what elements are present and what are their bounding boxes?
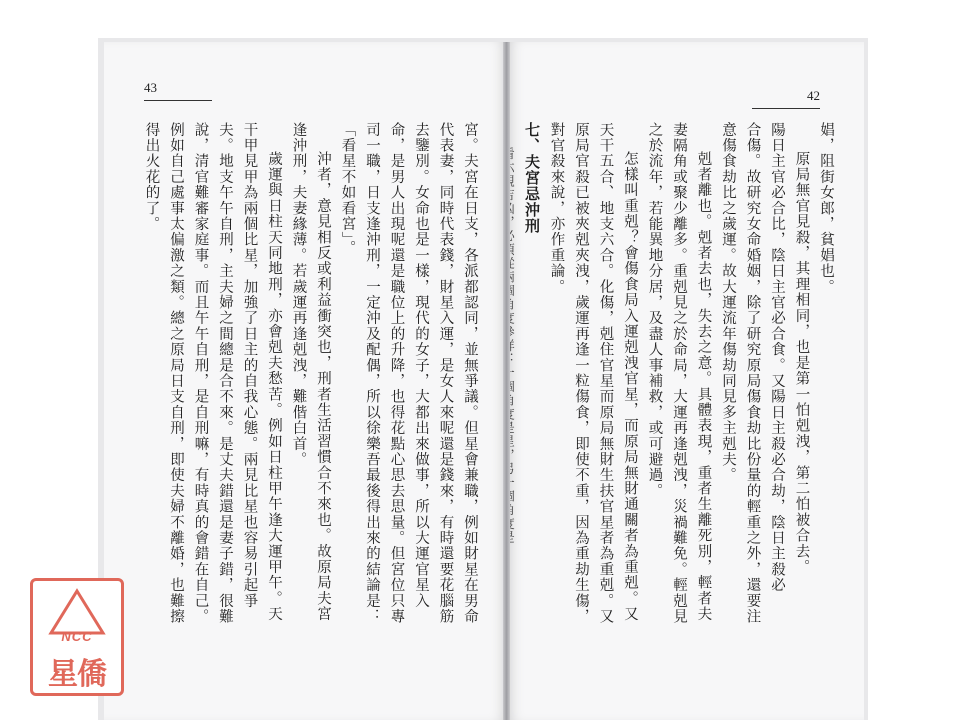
text-column: 意傷食劫比之歲運。故大運流年傷劫同見多主剋夫。 — [720, 122, 736, 484]
text-column: 去鑒別。女命也是一樣，現代的女子，大都出來做事，所以大運官星入 — [413, 122, 429, 609]
text-column: 代表妻，同時代表錢，財星入運，是女人來呢還是錢來，有時還要花腦筋 — [437, 122, 454, 625]
text-column: 原局無官見殺，其理相同，也是第一怕剋洩，第二怕被合去。 — [793, 151, 810, 575]
text-column: 例如自己處事太偏激之類。總之原局日支自刑，即使夫婦不離婚，也難擦 — [168, 122, 184, 625]
text-column: 之於流年，若能異地分居，及盡人事補救，或可避過。 — [646, 122, 663, 499]
right-page — [508, 42, 864, 720]
header-rule — [752, 108, 820, 109]
stamp-brand-text: 星僑 — [48, 657, 106, 692]
text-column: 得出火花的了。 — [143, 122, 160, 232]
text-column: 「看星不如看宮」。 — [339, 122, 356, 257]
text-column: 娼，阻街女郎，貧娼也。 — [818, 122, 834, 295]
stamp-ncc-text: NCC — [61, 629, 93, 644]
text-column: 合傷。故研究女命婚姻，除了研究原局傷食劫比份量的輕重之外，還要注 — [744, 122, 761, 625]
text-column: 宮。夫宮在日支，各派都認同，並無爭議。但星會兼職，例如財星在男命 — [462, 122, 478, 625]
page-number: 42 — [807, 88, 820, 103]
text-column: 沖者，意見相反或利益衝突也，刑者生活習慣合不來也。故原局夫宮 — [315, 151, 331, 622]
text-column: 干甲見甲為兩個比星，加強了日主的自我心態。兩見比星也容易引起爭 — [241, 122, 258, 609]
book-gutter — [503, 42, 510, 720]
ncc-logo-stamp — [30, 578, 124, 696]
text-column: 司一職，日支逢沖刑，一定沖及配偶，所以徐樂吾最後得出來的結論是： — [364, 122, 380, 625]
text-column: 陽日主官必合比，陰日主官必合食。又陽日主殺必合劫，陰日主殺必 — [769, 122, 785, 593]
section-heading: 七、夫宮忌沖刑 — [523, 122, 541, 234]
text-column: 說，清官難審家庭事。而且午午自刑，是自刑嘛，有時真的會錯在自己。 — [192, 122, 209, 625]
text-column: 原局官殺已被夾剋夾洩，歲運再逢一粒傷食，即使不重，因為重劫生傷， — [573, 122, 589, 625]
text-column: 對官殺來說，亦作重論。 — [548, 122, 565, 295]
page-number: 43 — [144, 80, 157, 95]
left-page — [104, 42, 506, 720]
left-page-text — [139, 122, 482, 642]
text-column: 夫。地支午午自刑，主夫婦之間總是合不來。是丈夫錯還是妻子錯，很難 — [217, 122, 233, 625]
text-column: 命，是男人出現呢還是職位上的升降，也得花點心思去思量。但宮位只專 — [388, 122, 405, 625]
text-column: 歲運與日柱天同地刑，亦會剋夫愁苦。例如日柱甲午逢大運甲午。天 — [266, 151, 282, 622]
text-column: 逢沖刑，夫妻緣薄。若歲運再逢剋洩，難偕白首。 — [290, 122, 307, 468]
right-page-text — [495, 122, 838, 642]
text-column: 剋者離也。剋者去也，失去之意。具體表現，重者生離死別，輕者夫 — [695, 151, 712, 622]
text-column: 妻隔角或聚少離多。重剋見之於命局，大運再逢剋洩，災禍難免。輕剋見 — [671, 122, 687, 625]
header-rule — [144, 100, 212, 101]
text-column: 怎樣叫重剋？會傷食局入運剋洩官星，而原局無財通關者為重剋。又 — [622, 151, 638, 622]
text-column: 天干五合、地支六合。化傷，剋住官星而原局無財生扶官星者為重剋。又 — [597, 122, 614, 625]
